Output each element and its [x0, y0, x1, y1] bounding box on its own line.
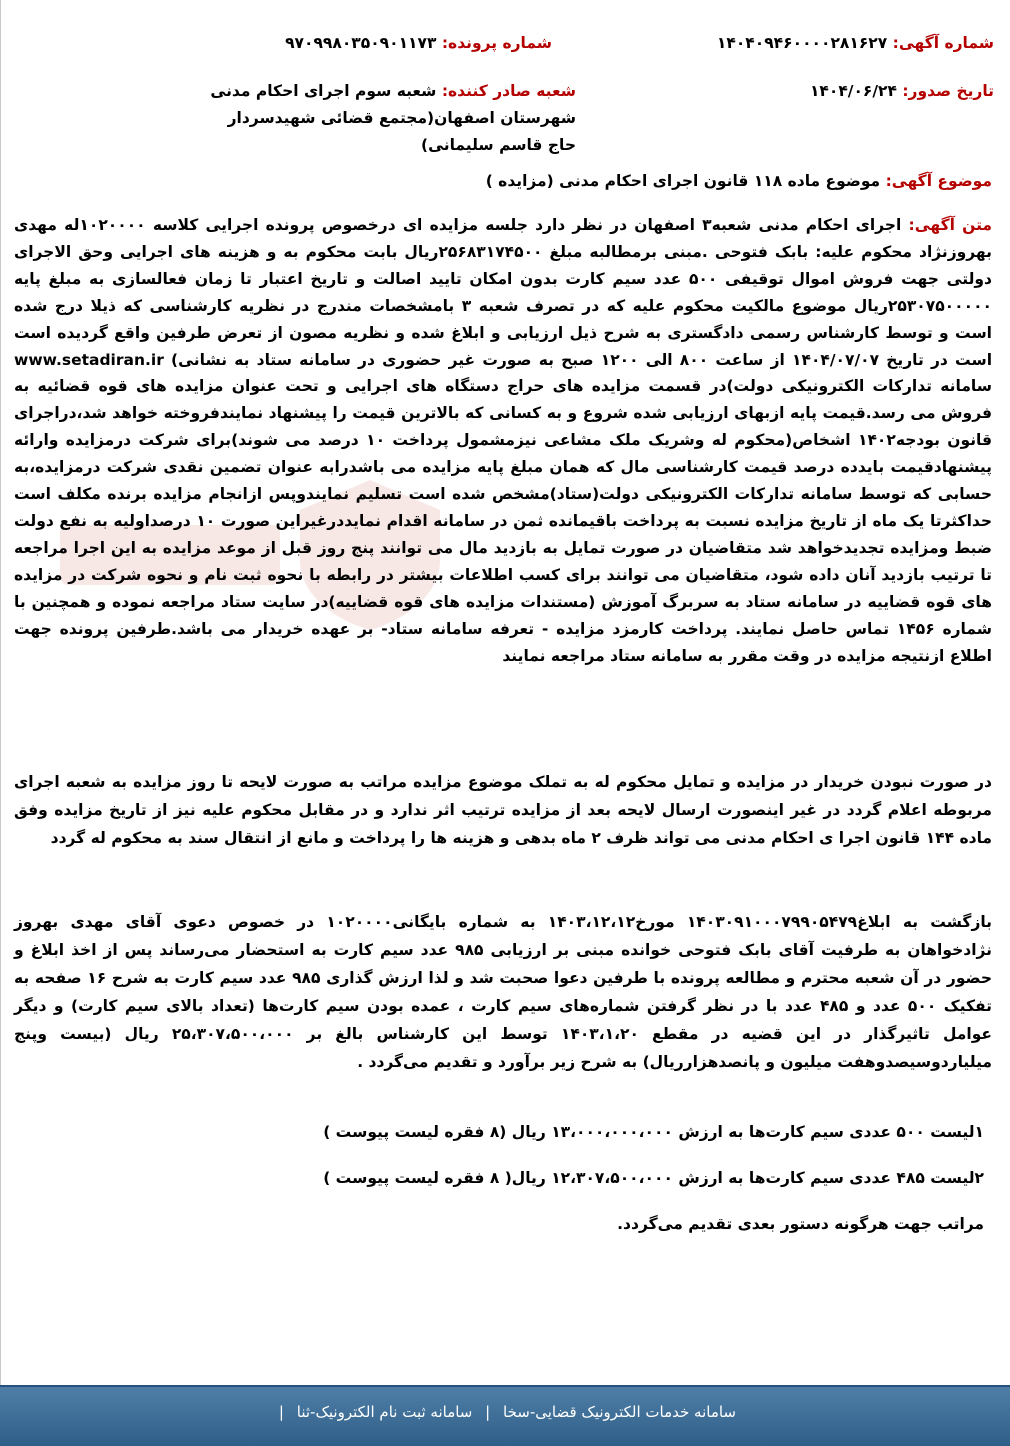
issuer-row: [196, 78, 576, 159]
issue-date: ۱۴۰۴/۰۶/۲۴: [809, 82, 897, 100]
subject: موضوع ماده ۱۱۸ قانون اجرای احکام مدنی (مزایده ): [485, 172, 881, 190]
list-item-2-text: ۲لیست ۴۸۵ عددی سیم کارت‌ها به ارزش ۱۲،۳۰۷،۵۰۰،۰۰۰ ریال( ۸ فقره لیست پیوست ): [323, 1169, 984, 1187]
issuer: شعبه سوم اجرای احکام مدنی شهرستان اصفهان(مجتمع قضائی شهیدسردار حاج قاسم سلیمانی): [210, 82, 576, 154]
list-item-1-text: ۱لیست ۵۰۰ عددی سیم کارت‌ها به ارزش ۱۳،۰۰۰،۰۰۰،۰۰۰ ریال (۸ فقره لیست پیوست ): [323, 1123, 984, 1141]
ad-number: ۱۴۰۴۰۹۴۶۰۰۰۰۲۸۱۶۲۷: [716, 34, 888, 52]
issue-date-row: [810, 78, 994, 104]
ad-number-label: شماره آگهی:: [892, 34, 994, 52]
footer-link-sana[interactable]: سامانه ثبت نام الکترونیک-ثنا: [296, 1403, 473, 1421]
subject-label: موضوع آگهی:: [885, 172, 992, 190]
expert-report-text: بازگشت به ابلاغ۱۴۰۳۰۹۱۰۰۰۷۹۹۰۵۴۷۹ مورخ۱۴۰۳،۱۲،۱۲ به شماره بایگانی۱۰۲۰۰۰۰ در خصوص دعوی آقای مهدی بهروز نژادخواهان به طرفیت آقای بابک فتوحی خوانده مبنی بر ارزیابی ۹۸۵ عدد سیم کارت به استحضار می‌رساند پس از اخذ ابلاغ و حضور در آن شعبه محترم و مطالعه پرونده با طرفین دعوا صحبت شد و لذا ارزش گذاری ۹۸۵ عدد سیم کارت به شرح ۱۶ صفحه به تفکیک ۵۰۰ عدد و ۴۸۵ عدد با در نظر گرفتن شماره‌های سیم کارت ، عمده بودن سیم کارت‌ها (تعداد بالای سیم کارت) و دیگر عوامل تاثیرگذار در این قضیه در مقطع ۱۴۰۳،۱،۲۰ توسط این کارشناس بالغ بر ۲۵،۳۰۷،۵۰۰،۰۰۰ ریال (بیست وپنج میلیاردوسیصدوهفت میلیون و پانصدهزارریال) به شرح زیر برآورد و تقدیم می‌گردد .: [14, 913, 993, 1071]
objection-text: در صورت نبودن خریدار در مزایده و تمایل محکوم له به تملک موضوع مزایده مراتب به صورت لایحه تا روز مزایده به شعبه اجرای مربوطه اعلام گردد در غیر اینصورت ارسال لایحه بعد از مزایده ترتیب اثر ندارد و در مقابل محکوم علیه نیز از تاریخ مزایده وفق ماده ۱۴۴ قانون اجرا ی احکام مدنی می تواند ظرف ۲ ماه بدهی و هزینه ها را پرداخت و مانع از انتقال سند به محکوم له گردد: [14, 773, 992, 847]
footer-bar: [0, 1385, 1010, 1446]
list-item-1: [14, 1118, 984, 1146]
ad-text-body: اجرای احکام مدنی شعبه۳ اصفهان در نظر دارد جلسه مزایده ای درخصوص پرونده اجرایی کلاسه ۱۰۲۰۰۰۰له مهدی بهروزنژاد محکوم علیه: بابک فتوحی .مبنی برمطالبه مبلغ ۲۵۶۸۳۱۷۴۵۰۰ریال بابت محکوم به و هزینه های اجرایی وحق الاجرای دولتی جهت فروش اموال توقیفی ۵۰۰ عدد سیم کارت بدون امکان تایید اصالت و تاریخ اعتبار تا زمان فعالسازی به مبلغ پایه ۲۵۳۰۷۵۰۰۰۰۰ریال موضوع مالکیت محکوم علیه که در تصرف شعبه ۳ بامشخصات مندرج در نظریه کارشناسی که ذیلا درج شده است و توسط کارشناس رسمی دادگستری به شرح ذیل ارزیابی و ابلاغ شده و نظریه مصون از تعرض طرفین واقع گردیده است است در تاریخ ۱۴۰۴/۰۷/۰۷ از ساعت ۸۰۰ الی ۱۲۰۰ صبح به صورت غیر حضوری در سامانه ستاد به نشانی) www.setadiran.ir سامانه تدارکات الکترونیکی دولت)در قسمت مزایده های حراج دستگاه های اجرایی و تحت عنوان مزایده های قوه قضائیه به فروش می رسد.قیمت پایه ازبهای ارزیابی شده شروع و به کسانی که بالاترین قیمت را پیشنهاد نمایندفروخته خواهد شد،دراجرای قانون بودجه۱۴۰۲ اشخاص(محکوم له وشریک ملک مشاعی نیزمشمول پرداخت ۱۰ درصد می شوند)برای شرکت درمزایده وارائه پیشنهادقیمت بایدده درصد قیمت کارشناسی مال که همان مبلغ پایه مزایده می باشدرابه عنوان تضمین نقدی شرکت درمزایده،به حسابی که توسط سامانه تدارکات الکترونیکی دولت(ستاد)مشخص شده است تسلیم نمایندوپس ازانجام مزایده برنده مکلف است حداکثرتا یک ماه از تاریخ مزایده نسبت به پرداخت باقیمانده ثمن در سامانه اقدام نمایددرغیراین صورت ۱۰ درصداولیه به نفع دولت ضبط ومزایده تجدیدخواهد شد متقاضیان در صورت تمایل به بازدید مال می توانند پنج روز قبل از موعد مزایده به این اجرا مراجعه تا ترتیب بازدید آنان داده شود، متقاضیان می توانند برای کسب اطلاعات بیشتر در رابطه با نحوه ثبت نام و نحوه شرکت در مزایده های قوه قضاییه در سامانه ستاد به سربرگ آموزش (مستندات مزایده های قوه قضاییه)در سایت ستاد مراجعه نموده و همچنین با شماره ۱۴۵۶ تماس حاصل نمایند. پرداخت کارمزد مزایده - تعرفه سامانه ستاد- بر عهده خریدار می باشد.طرفین پرونده جهت اطلاع ازنتیجه مزایده در وقت مقرر به سامانه ستاد مراجعه نمایند: [14, 216, 993, 665]
ad-text-paragraph: [14, 212, 992, 669]
page-border: [0, 0, 1, 1385]
footer-separator-1: |: [485, 1403, 491, 1421]
file-number-label: شماره پرونده:: [441, 34, 552, 52]
list-item-2: [14, 1164, 984, 1192]
file-number: ۹۷۰۹۹۸۰۳۵۰۹۰۱۱۷۳: [285, 34, 437, 52]
issuer-label: شعبه صادر کننده:: [441, 82, 576, 100]
closing-line: [14, 1210, 984, 1238]
footer-separator-2: |: [278, 1403, 284, 1421]
file-number-row: [285, 30, 552, 56]
subject-row: [486, 168, 992, 194]
expert-report-paragraph: [14, 908, 992, 1076]
ad-text-label: متن آگهی:: [908, 216, 992, 234]
issue-date-label: تاریخ صدور:: [902, 82, 994, 100]
footer-links: [275, 1403, 740, 1421]
ad-number-row: [717, 30, 994, 56]
objection-paragraph: [14, 768, 992, 852]
footer-link-sakha[interactable]: سامانه خدمات الکترونیک قضایی-سخا: [503, 1403, 736, 1421]
closing-text: مراتب جهت هرگونه دستور بعدی تقدیم می‌گردد.: [617, 1215, 984, 1233]
